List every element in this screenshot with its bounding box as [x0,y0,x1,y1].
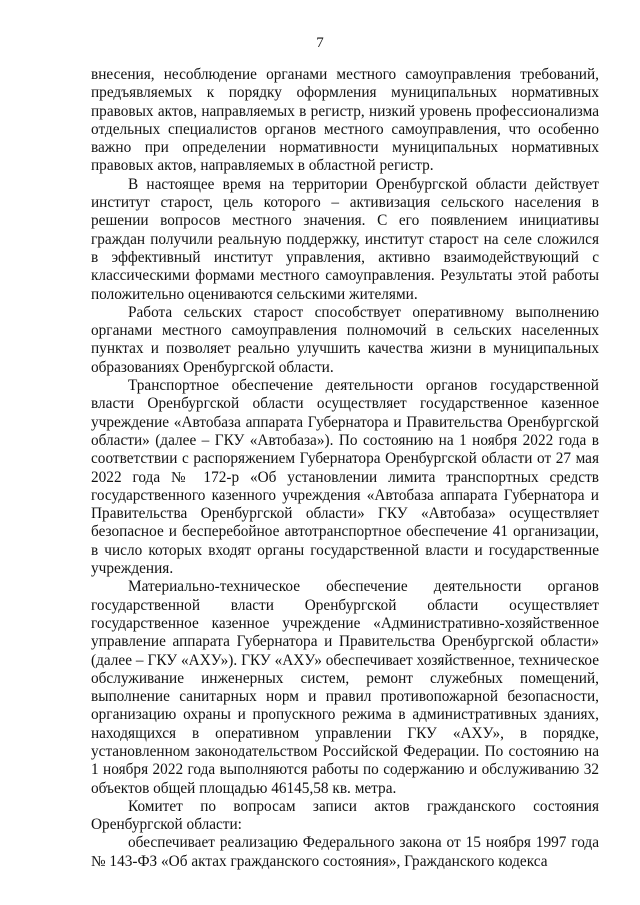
document-body [91,66,599,871]
paragraph-civil-registry-committee: Комитет по вопросам записи актов гражданского состояния Оренбургской области: [91,797,599,834]
paragraph-material-support: Материально-техническое обеспечение деятельности органов государственной власти Оренбургской области осуществляет государственное казенное учреждение «Административно-хозяйственное управление аппарата Губернатора и Правительства Оренбургской области» (далее – ГКУ «АХУ»). ГКУ «АХУ» обеспечивает хозяйственное, техническое обслуживание инженерных систем, ремонт служебных помещений, выполнение санитарных норм и правил противопожарной безопасности, организацию охраны и пропускного режима в административных зданиях, находящихся в оперативном управлении ГКУ «АХУ», в порядке, установленном законодательством Российской Федерации. По состоянию на 1 ноября 2022 года выполняются работы по содержанию и обслуживанию 32 объектов общей площадью 46145,58 кв. метра. [91,578,599,797]
page-number: 7 [316,35,324,51]
paragraph-village-elders-institute: В настоящее время на территории Оренбургской области действует институт старост, цель которого – активизация сельского населения в решении вопросов местного значения. С его появлением инициативы граждан получили реальную поддержку, институт старост на селе сложился в эффективный институт управления, активно взаимодействующий с классическими формами местного самоуправления. Результаты этой работы положительно оцениваются сельскими жителями. [91,175,599,303]
paragraph-village-elders-work: Работа сельских старост способствует оперативному выполнению органами местного самоуправления полномочий в сельских населенных пунктах и позволяет реально улучшить качества жизни в муниципальных образованиях Оренбургской области. [91,303,599,376]
paragraph-federal-law: обеспечивает реализацию Федерального закона от 15 ноября 1997 года № 143-ФЗ «Об актах гражданского состояния», Гражданского кодекса [91,834,599,870]
paragraph-transport-support: Транспортное обеспечение деятельности органов государственной власти Оренбургской области осуществляет государственное казенное учреждение «Автобаза аппарата Губернатора и Правительства Оренбургской области» (далее – ГКУ «Автобаза»). По состоянию на 1 ноября 2022 года в соответствии с распоряжением Губернатора Оренбургской области от 27 мая 2022 года № 172-р «Об установлении лимита транспортных средств государственного казенного учреждения «Автобаза аппарата Губернатора и Правительства Оренбургской области» ГКУ «Автобаза» осуществляет безопасное и бесперебойное автотранспортное обеспечение 41 организации, в число которых входят органы государственной власти и государственные учреждения. [91,377,599,578]
paragraph-regulatory-acts: внесения, несоблюдение органами местного самоуправления требований, предъявляемых к порядку оформления муниципальных нормативных правовых актов, направляемых в регистр, низкий уровень профессионализма отдельных специалистов органов местного самоуправления, что особенно важно при определении нормативности муниципальных нормативных правовых актов, направляемых в областной регистр. [91,66,599,175]
